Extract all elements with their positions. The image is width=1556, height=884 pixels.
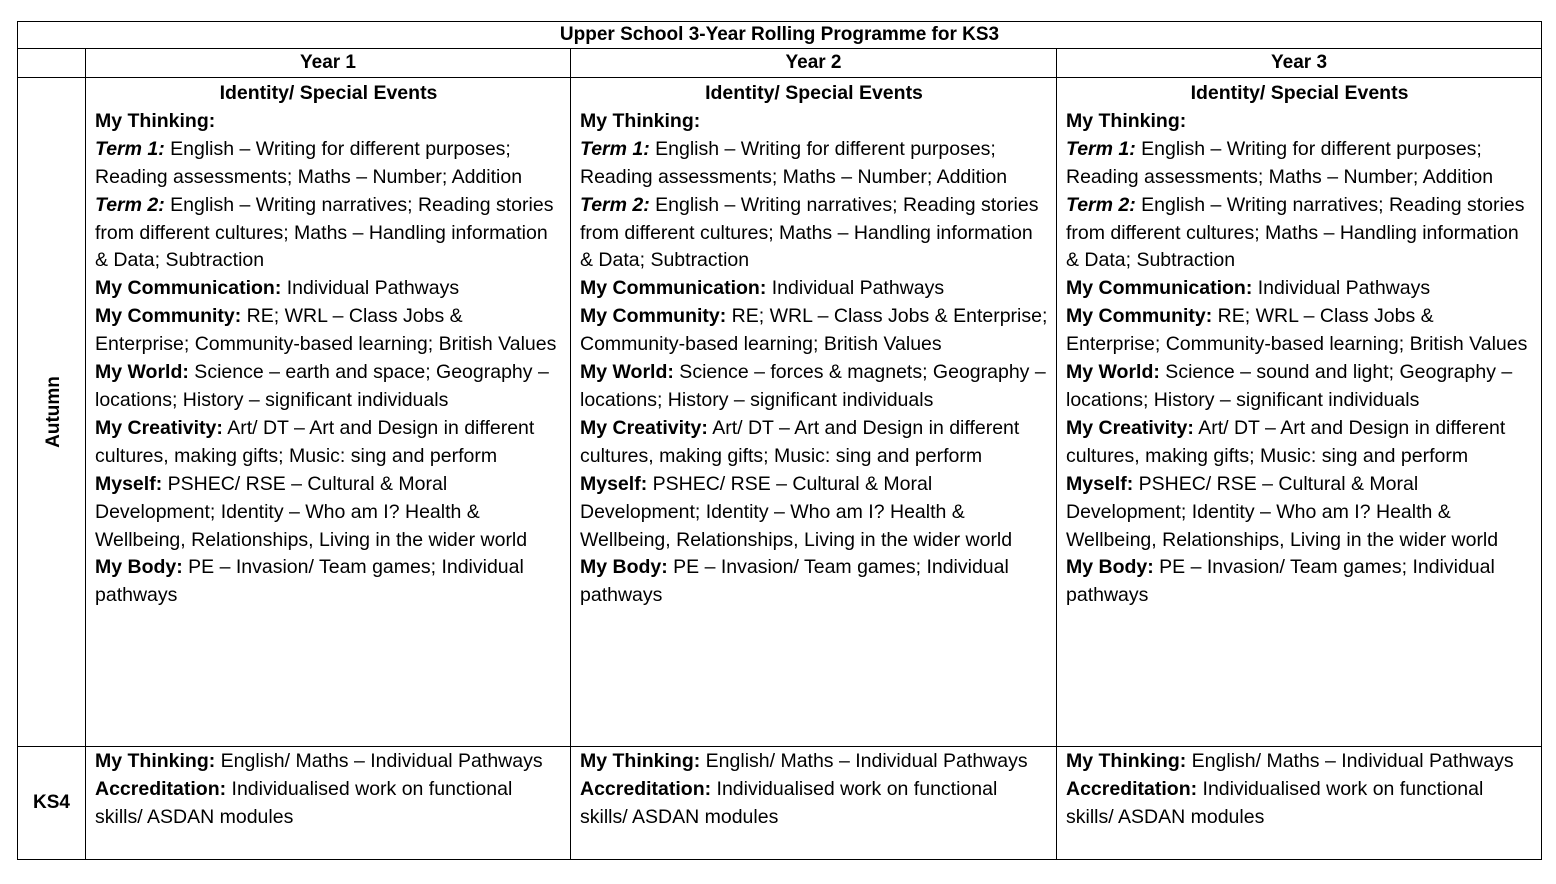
year-1-term2 xyxy=(95,192,562,276)
accreditation-text: Individualised work on functional skills/ ASDAN modules xyxy=(580,777,998,828)
term1-text: English – Writing for different purposes; Reading assessments; Maths – Number; Addition xyxy=(1066,137,1494,188)
community-label: My Community: xyxy=(580,305,727,328)
thinking-label: My Thinking: xyxy=(1066,109,1187,132)
creativity-label: My Creativity: xyxy=(1066,416,1194,439)
table-title: Upper School 3-Year Rolling Programme for KS3 xyxy=(18,22,1542,49)
year-2-term1 xyxy=(580,136,1048,192)
term2-text: English – Writing narratives; Reading stories from different cultures; Maths – Handling information & Data; Subtraction xyxy=(580,193,1039,272)
accreditation-label: Accreditation: xyxy=(580,777,712,800)
community-label: My Community: xyxy=(95,305,242,328)
term1-text: English – Writing for different purposes; Reading assessments; Maths – Number; Addition xyxy=(580,137,1008,188)
year-2-ks4-thinking xyxy=(580,748,1048,776)
myself-text: PSHEC/ RSE – Cultural & Moral Development; Identity – Who am I? Health & Wellbeing, Relationships, Living in the wider world xyxy=(1066,472,1499,551)
ks4-row xyxy=(18,747,1542,860)
year-3-myself xyxy=(1066,471,1533,555)
thinking-text: English/ Maths – Individual Pathways xyxy=(215,750,543,772)
year-2-communication xyxy=(580,275,1048,303)
thinking-label: My Thinking: xyxy=(95,750,216,772)
year-2-myself xyxy=(580,471,1048,555)
year-2-term2 xyxy=(580,192,1048,276)
year-2-creativity xyxy=(580,415,1048,471)
term2-text: English – Writing narratives; Reading stories from different cultures; Maths – Handling information & Data; Subtraction xyxy=(1066,193,1525,272)
year-2-body xyxy=(580,554,1048,610)
community-text: RE; WRL – Class Jobs & Enterprise; Community-based learning; British Values xyxy=(580,305,1048,356)
myself-text: PSHEC/ RSE – Cultural & Moral Development; Identity – Who am I? Health & Wellbeing, Relationships, Living in the wider world xyxy=(95,472,528,551)
myself-label: Myself: xyxy=(580,472,648,495)
year-3-term2 xyxy=(1066,192,1533,276)
programme-table xyxy=(17,21,1542,860)
body-text: PE – Invasion/ Team games; Individual pathways xyxy=(95,556,524,607)
year-2-community xyxy=(580,303,1048,359)
year-3-ks4-accreditation xyxy=(1066,776,1533,832)
year-header-row xyxy=(18,49,1542,78)
year-1-creativity xyxy=(95,415,562,471)
term2-label: Term 2: xyxy=(580,193,650,216)
accreditation-label: Accreditation: xyxy=(1066,777,1198,800)
thinking-label: My Thinking: xyxy=(95,109,216,132)
year-3-autumn-cell xyxy=(1057,78,1542,747)
corner-cell xyxy=(18,49,86,78)
year-1-community xyxy=(95,303,562,359)
autumn-label-text: Autumn xyxy=(42,376,64,448)
year-3-body xyxy=(1066,554,1533,610)
year-1-world xyxy=(95,359,562,415)
year-1-ks4-thinking xyxy=(95,748,562,776)
year-3-thinking xyxy=(1066,108,1533,136)
year-1-term1 xyxy=(95,136,562,192)
ks4-row-label: KS4 xyxy=(18,747,86,860)
year-3-ks4-cell xyxy=(1057,747,1542,860)
year-3-autumn-header: Identity/ Special Events xyxy=(1190,82,1409,104)
year-1-header: Year 1 xyxy=(86,49,571,78)
myself-label: Myself: xyxy=(1066,472,1134,495)
thinking-label: My Thinking: xyxy=(580,750,701,772)
accreditation-text: Individualised work on functional skills/ ASDAN modules xyxy=(95,777,513,828)
world-text: Science – sound and light; Geography – locations; History – significant individuals xyxy=(1066,361,1513,411)
world-label: My World: xyxy=(580,361,674,384)
term2-text: English – Writing narratives; Reading stories from different cultures; Maths – Handling information & Data; Subtraction xyxy=(95,193,554,272)
communication-label: My Communication: xyxy=(95,277,282,300)
year-1-myself xyxy=(95,471,562,555)
term1-text: English – Writing for different purposes; Reading assessments; Maths – Number; Addition xyxy=(95,137,523,188)
thinking-text: English/ Maths – Individual Pathways xyxy=(700,750,1028,772)
term1-label: Term 1: xyxy=(95,137,165,160)
year-2-ks4-accreditation xyxy=(580,776,1048,832)
creativity-label: My Creativity: xyxy=(580,416,708,439)
term1-label: Term 1: xyxy=(1066,137,1136,160)
term2-label: Term 2: xyxy=(1066,193,1136,216)
creativity-text: Art/ DT – Art and Design in different cultures, making gifts; Music: sing and perform xyxy=(1066,416,1506,467)
year-1-communication xyxy=(95,275,562,303)
autumn-row-label xyxy=(18,78,86,747)
thinking-label: My Thinking: xyxy=(580,109,701,132)
body-label: My Body: xyxy=(1066,556,1154,579)
communication-text: Individual Pathways xyxy=(281,277,460,300)
communication-label: My Communication: xyxy=(580,277,767,300)
year-1-autumn-cell xyxy=(86,78,571,747)
year-2-ks4-cell xyxy=(571,747,1057,860)
accreditation-text: Individualised work on functional skills/ ASDAN modules xyxy=(1066,777,1484,828)
year-3-creativity xyxy=(1066,415,1533,471)
community-label: My Community: xyxy=(1066,305,1213,328)
year-3-world xyxy=(1066,359,1533,415)
year-2-autumn-header: Identity/ Special Events xyxy=(705,82,923,104)
year-1-body xyxy=(95,554,562,610)
year-3-term1 xyxy=(1066,136,1533,192)
year-2-thinking xyxy=(580,108,1048,136)
year-3-header: Year 3 xyxy=(1057,49,1542,78)
communication-text: Individual Pathways xyxy=(1252,277,1431,300)
myself-label: Myself: xyxy=(95,472,163,495)
communication-label: My Communication: xyxy=(1066,277,1253,300)
thinking-label: My Thinking: xyxy=(1066,750,1187,772)
year-3-communication xyxy=(1066,275,1533,303)
term2-label: Term 2: xyxy=(95,193,165,216)
creativity-text: Art/ DT – Art and Design in different cultures, making gifts; Music: sing and perform xyxy=(580,416,1020,467)
year-2-world xyxy=(580,359,1048,415)
body-label: My Body: xyxy=(580,556,668,579)
community-text: RE; WRL – Class Jobs & Enterprise; Community-based learning; British Values xyxy=(95,305,557,356)
term1-label: Term 1: xyxy=(580,137,650,160)
world-text: Science – forces & magnets; Geography – locations; History – significant individuals xyxy=(580,361,1046,411)
body-text: PE – Invasion/ Team games; Individual pathways xyxy=(580,556,1009,607)
creativity-text: Art/ DT – Art and Design in different cultures, making gifts; Music: sing and perform xyxy=(95,416,535,467)
communication-text: Individual Pathways xyxy=(766,277,945,300)
year-2-header: Year 2 xyxy=(571,49,1057,78)
myself-text: PSHEC/ RSE – Cultural & Moral Development; Identity – Who am I? Health & Wellbeing, Relationships, Living in the wider world xyxy=(580,472,1013,551)
world-label: My World: xyxy=(1066,361,1160,384)
year-1-ks4-cell xyxy=(86,747,571,860)
year-1-ks4-accreditation xyxy=(95,776,562,832)
year-1-autumn-header: Identity/ Special Events xyxy=(219,82,438,104)
world-text: Science – earth and space; Geography – locations; History – significant individuals xyxy=(95,361,549,411)
autumn-row xyxy=(18,78,1542,747)
accreditation-label: Accreditation: xyxy=(95,777,227,800)
year-1-thinking xyxy=(95,108,562,136)
year-3-ks4-thinking xyxy=(1066,748,1533,776)
year-3-community xyxy=(1066,303,1533,359)
title-row xyxy=(18,22,1542,49)
world-label: My World: xyxy=(95,361,189,384)
body-label: My Body: xyxy=(95,556,183,579)
creativity-label: My Creativity: xyxy=(95,416,223,439)
community-text: RE; WRL – Class Jobs & Enterprise; Community-based learning; British Values xyxy=(1066,305,1528,356)
thinking-text: English/ Maths – Individual Pathways xyxy=(1186,750,1514,772)
body-text: PE – Invasion/ Team games; Individual pathways xyxy=(1066,556,1495,607)
year-2-autumn-cell xyxy=(571,78,1057,747)
